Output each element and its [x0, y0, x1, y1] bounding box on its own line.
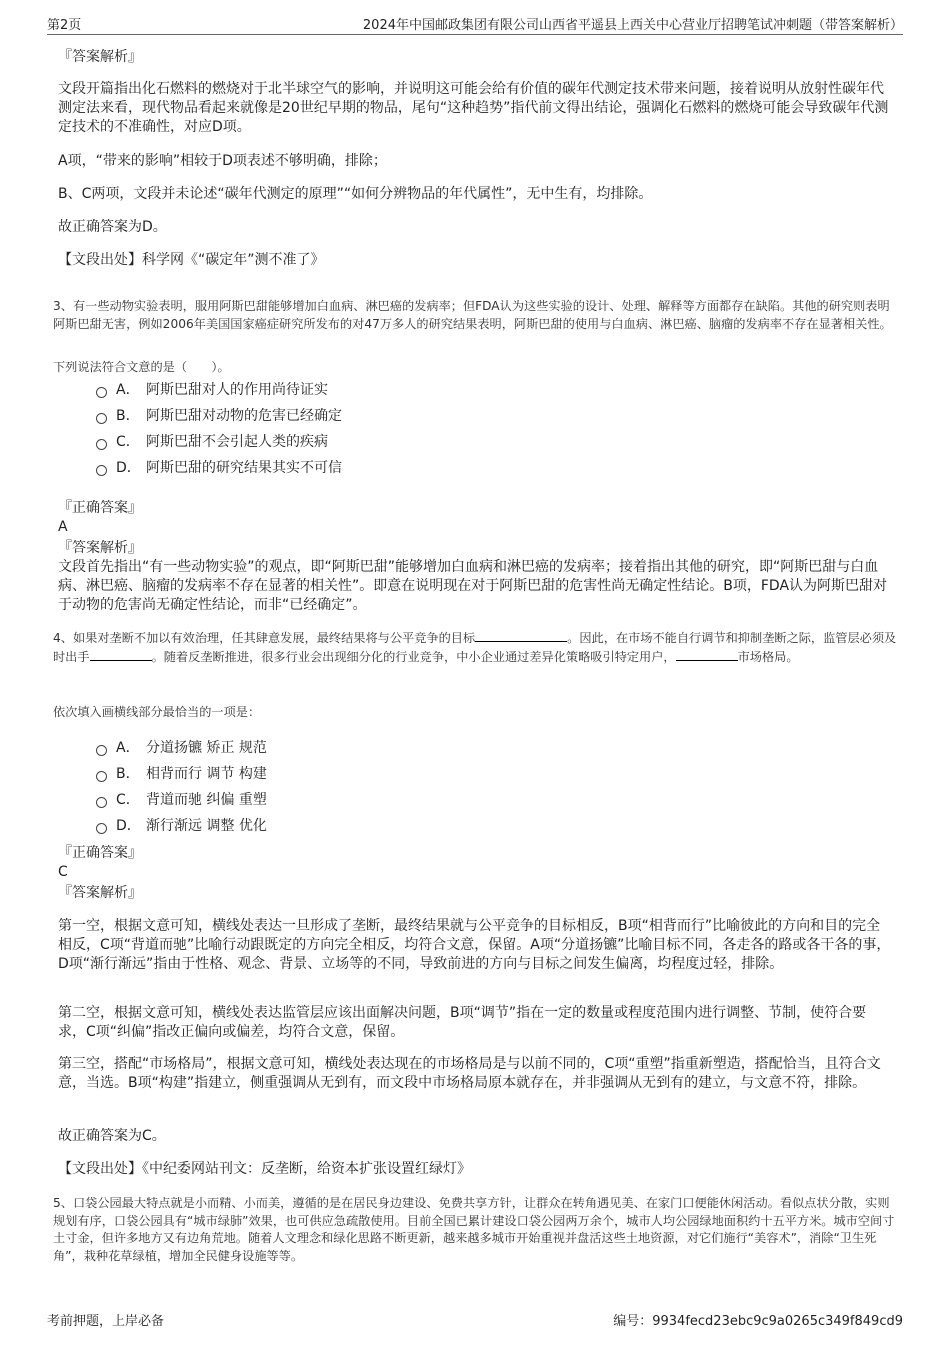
q4-analysis-p1: 第一空，根据文意可知，横线处表达一旦形成了垄断，最终结果就与公平竞争的目标相反，B项“相背而行”比喻彼此的方向和目的完全相反，C项“背道而驰”比喻行动跟既定的方向完全相反，均符合文意，保留。A项“分道扬镳”比喻目标不同，各走各的路或各干各的事，D项“渐行渐远”指由于性格、观念、背景、立场等的不同，导致前进的方向与目标之间发生偏离，均程度过轻，排除。 — [58, 918, 891, 972]
blank-1 — [475, 629, 567, 642]
radio-icon[interactable] — [96, 771, 107, 782]
q4-analysis-p2: 第二空，根据文意可知，横线处表达监管层应该出面解决问题，B项“调节”指在一定的数量或程度范围内进行调整、节制，使符合要求，C项“纠偏”指改正偏向或偏差，均符合文意，保留。 — [58, 1005, 867, 1040]
q4-analysis-p4: 故正确答案为C。 — [58, 1128, 166, 1144]
q3-stem: 3、有一些动物实验表明，服用阿斯巴甜能够增加白血病、淋巴癌的发病率；但FDA认为这些实验的设计、处理、解释等方面都存在缺陷。其他的研究则表明阿斯巴甜无害，例如2006年美国国家癌症研究所发布的对47万多人的研究结果表明，阿斯巴甜的使用与白血病、淋巴癌、脑瘤的发病率不存在显著相关性。 — [53, 299, 892, 331]
q5-stem: 5、口袋公园最大特点就是小而精、小而美，遵循的是在居民身边建设、免费共享方针，让群众在转角遇见美、在家门口便能休闲活动。看似点状分散，实则规划有序，口袋公园具有“城市绿肺”效果，也可供应急疏散使用。目前全国已累计建设口袋公园两万余个，城市人均公园绿地面积约十五平方米。城市空间寸土寸金，但许多地方又有边角荒地。随着人文理念和绿化思路不断更新，越来越多城市开始重视并盘活这些土地资源，对它们施行“美容术”，消除“卫生死角”，栽种花草绿植，增加全民健身设施等等。 — [53, 1196, 895, 1263]
radio-icon[interactable] — [96, 823, 107, 834]
q2-analysis-label: 『答案解析』 — [58, 49, 142, 65]
q4-option-c[interactable]: C． 背道而驰 纠偏 重塑 — [96, 790, 267, 810]
radio-icon[interactable] — [96, 413, 107, 424]
q4-answer-label: 『正确答案』 — [58, 845, 142, 861]
q3-analysis-label: 『答案解析』 — [58, 540, 142, 556]
q2-analysis-p1: 文段开篇指出化石燃料的燃烧对于北半球空气的影响，并说明这可能会给有价值的碳年代测定技术带来问题，接着说明从放射性碳年代测定法来看，现代物品看起来就像是20世纪早期的物品，尾句“这种趋势”指代前文得出结论，强调化石燃料的燃烧可能会导致碳年代测定技术的不准确性，对应D项。 — [58, 81, 889, 135]
footer-slogan: 考前押题，上岸必备 — [47, 1314, 165, 1329]
q2-analysis-p4: 故正确答案为D。 — [58, 219, 167, 235]
q2-source: 【文段出处】科学网《“碳定年”测不准了》 — [58, 252, 325, 268]
radio-icon[interactable] — [96, 745, 107, 756]
page-number: 第2页 — [47, 18, 82, 33]
footer-code: 编号：9934fecd23ebc9c9a0265c349f849cd9 — [613, 1314, 903, 1329]
q4-option-d[interactable]: D． 渐行渐远 调整 优化 — [96, 816, 267, 836]
q4-analysis-label: 『答案解析』 — [58, 885, 142, 901]
radio-icon[interactable] — [96, 465, 107, 476]
radio-icon[interactable] — [96, 387, 107, 398]
document-title: 2024年中国邮政集团有限公司山西省平遥县上西关中心营业厅招聘笔试冲刺题（带答案解析） — [362, 18, 903, 33]
q4-stem: 4、如果对垄断不加以有效治理，任其肆意发展，最终结果将与公平竞争的目标 。因此，在市场不能自行调节和抑制垄断之际，监管层必须及时出手 。随着反垄断推进，很多行业会出现细分化的行业竞争，中小企业通过差异化策略吸引特定用户， 市场格局。 — [53, 631, 897, 664]
q3-ask: 下列说法符合文意的是（ ）。 — [53, 360, 230, 374]
radio-icon[interactable] — [96, 439, 107, 450]
q3-option-d[interactable]: D． 阿斯巴甜的研究结果其实不可信 — [96, 458, 342, 478]
q3-answer: A — [58, 519, 68, 535]
blank-3 — [676, 648, 738, 661]
blank-2 — [90, 648, 152, 661]
q3-answer-label: 『正确答案』 — [58, 500, 142, 516]
q3-option-b[interactable]: B． 阿斯巴甜对动物的危害已经确定 — [96, 406, 342, 426]
q3-analysis: 文段首先指出“有一些动物实验”的观点，即“阿斯巴甜”能够增加白血病和淋巴癌的发病率；接着指出其他的研究，即“阿斯巴甜与白血病、淋巴癌、脑瘤的发病率不存在显著的相关性”。即意在说明现在对于阿斯巴甜的危害性尚无确定性结论。B项，FDA认为阿斯巴甜对于动物的危害尚无确定性结论，而非“已经确定”。 — [58, 559, 888, 613]
radio-icon[interactable] — [96, 797, 107, 808]
q2-analysis-p3: B、C两项，文段并未论述“碳年代测定的原理”“如何分辨物品的年代属性”，无中生有，均排除。 — [58, 186, 653, 202]
q3-option-c[interactable]: C． 阿斯巴甜不会引起人类的疾病 — [96, 432, 328, 452]
q4-analysis-p3: 第三空，搭配“市场格局”，根据文意可知，横线处表达现在的市场格局是与以前不同的，C项“重塑”指重新塑造，搭配恰当，且符合文意，当选。B项“构建”指建立，侧重强调从无到有，而文段中市场格局原本就存在，并非强调从无到有的建立，与文意不符，排除。 — [58, 1056, 881, 1091]
q4-ask: 依次填入画横线部分最恰当的一项是： — [53, 705, 261, 719]
q3-option-a[interactable]: A． 阿斯巴甜对人的作用尚待证实 — [96, 380, 328, 400]
q4-option-b[interactable]: B． 相背而行 调节 构建 — [96, 764, 267, 784]
q4-source: 【文段出处】《中纪委网站刊文：反垄断，给资本扩张设置红绿灯》 — [58, 1161, 471, 1177]
q4-option-a[interactable]: A． 分道扬镳 矫正 规范 — [96, 738, 267, 758]
q2-analysis-p2: A项，“带来的影响”相较于D项表述不够明确，排除； — [58, 153, 387, 169]
page-header — [47, 12, 903, 35]
q4-answer: C — [58, 864, 68, 880]
